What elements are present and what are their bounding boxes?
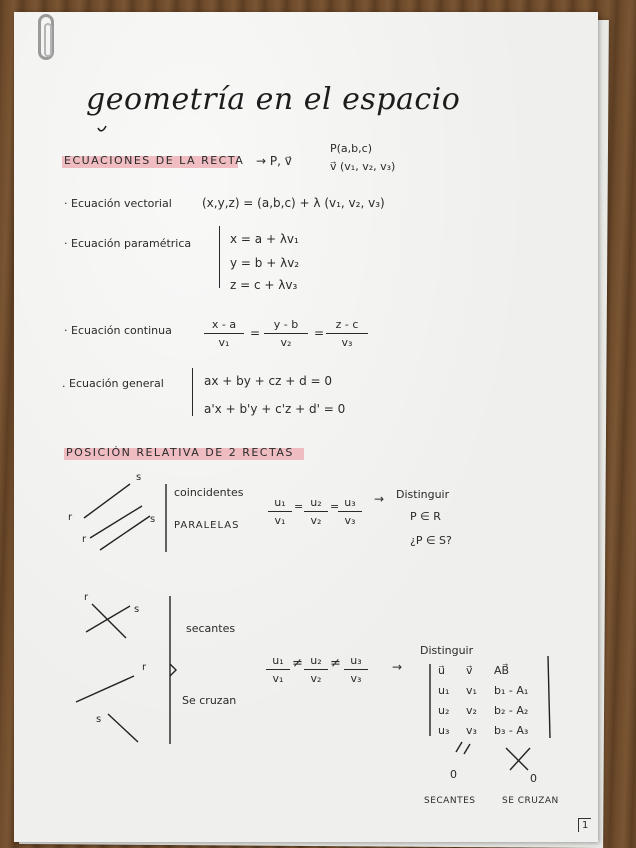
continua-label: · Ecuación continua — [64, 324, 172, 337]
ratio-u2-v2: $\frac{\text{u₂}}{\text{v₂}}$ — [304, 654, 328, 685]
general-eq-1: ax + by + cz + d = 0 — [204, 374, 333, 388]
matrix-cell: v⃗ — [466, 664, 473, 677]
ratio-u1-v1: $\frac{\text{u₁}}{\text{v₁}}$ — [268, 496, 292, 527]
parametrica-x: x = a + λv₁ — [230, 232, 299, 246]
ratio-u1-v1: $\frac{\text{u₁}}{\text{v₁}}$ — [266, 654, 290, 685]
matrix-cell: v₂ — [466, 704, 477, 717]
matrix-cell: b₃ - A₃ — [494, 724, 529, 737]
matrix-cell: b₂ - A₂ — [494, 704, 529, 717]
secantes-label: secantes — [186, 622, 236, 635]
line-label-s: s — [96, 714, 102, 725]
continua-fraction-y: $\frac{y - b}{\text{v₂}}$ — [264, 318, 308, 349]
zero-value: 0 — [530, 772, 537, 785]
line-label-r: r — [68, 512, 73, 523]
vectorial-label: · Ecuación vectorial — [64, 197, 172, 210]
matrix-cell: v₃ — [466, 724, 477, 737]
ratio-u3-v3: $\frac{\text{u₃}}{\text{v₃}}$ — [344, 654, 368, 685]
parametrica-y: y = b + λv₂ — [230, 256, 300, 270]
general-label: . Ecuación general — [62, 377, 164, 390]
line-label-s: s — [134, 604, 140, 615]
arrow: → — [374, 492, 385, 506]
condition-p-in-r: P ∈ R — [410, 510, 441, 523]
matrix-cell: v₁ — [466, 684, 477, 697]
line-label-r: r — [142, 662, 147, 673]
continua-fraction-z: $\frac{z - c}{\text{v₃}}$ — [326, 318, 368, 349]
line-label-s: s — [150, 514, 156, 525]
matrix-cell: u⃗ — [438, 664, 445, 677]
not-equal-sign: ≠ — [330, 656, 341, 671]
parametrica-z: z = c + λv₃ — [230, 278, 298, 292]
parametrica-label: · Ecuación paramétrica — [64, 237, 192, 250]
condition-p-in-s: ¿P ∈ S? — [410, 534, 452, 547]
vectorial-equation: (x,y,z) = (a,b,c) + λ (v₁, v₂, v₃) — [202, 196, 385, 210]
section-heading-posicion: POSICIÓN RELATIVA DE 2 RECTAS — [66, 446, 294, 459]
matrix-cell: AB⃗ — [494, 664, 510, 677]
equals-sign: = — [294, 500, 304, 513]
section-heading-recta: ECUACIONES DE LA RECTA — [64, 154, 245, 167]
point-label: P(a,b,c) — [330, 142, 372, 155]
paralelas-label: PARALELAS — [174, 520, 240, 531]
vector-label: v⃗ (v₁, v₂, v₃) — [330, 160, 396, 173]
zero-value: 0 — [450, 768, 457, 781]
equals-sign: = — [330, 500, 340, 513]
line-label-r: r — [84, 592, 89, 603]
recta-arrow: → P, v⃗ — [256, 154, 292, 168]
arrow: → — [392, 660, 403, 674]
se-cruzan-caps-label: SE CRUZAN — [502, 796, 559, 806]
continua-fraction-x: $\frac{x - a}{\text{v₁}}$ — [204, 318, 244, 349]
matrix-cell: u₂ — [438, 704, 450, 717]
matrix-cell: b₁ - A₁ — [494, 684, 529, 697]
ratio-u2-v2: $\frac{\text{u₂}}{\text{v₂}}$ — [304, 496, 328, 527]
ratio-u3-v3: $\frac{\text{u₃}}{\text{v₃}}$ — [338, 496, 362, 527]
se-cruzan-label: Se cruzan — [182, 694, 237, 707]
page-number: 1 — [578, 818, 591, 832]
general-eq-2: a'x + b'y + c'z + d' = 0 — [204, 402, 346, 416]
coincidentes-label: coincidentes — [174, 486, 244, 499]
distinguir-label: Distinguir — [420, 644, 474, 657]
line-label-s: s — [136, 472, 142, 483]
equals-sign: = — [250, 326, 261, 340]
equals-sign: = — [314, 326, 325, 340]
page-title: geometría en el espacio — [86, 82, 461, 117]
line-label-r: r — [82, 534, 87, 545]
secantes-caps-label: SECANTES — [424, 796, 476, 806]
matrix-cell: u₁ — [438, 684, 450, 697]
distinguir-label: Distinguir — [396, 488, 450, 501]
not-equal-sign: ≠ — [292, 656, 303, 671]
matrix-cell: u₃ — [438, 724, 450, 737]
